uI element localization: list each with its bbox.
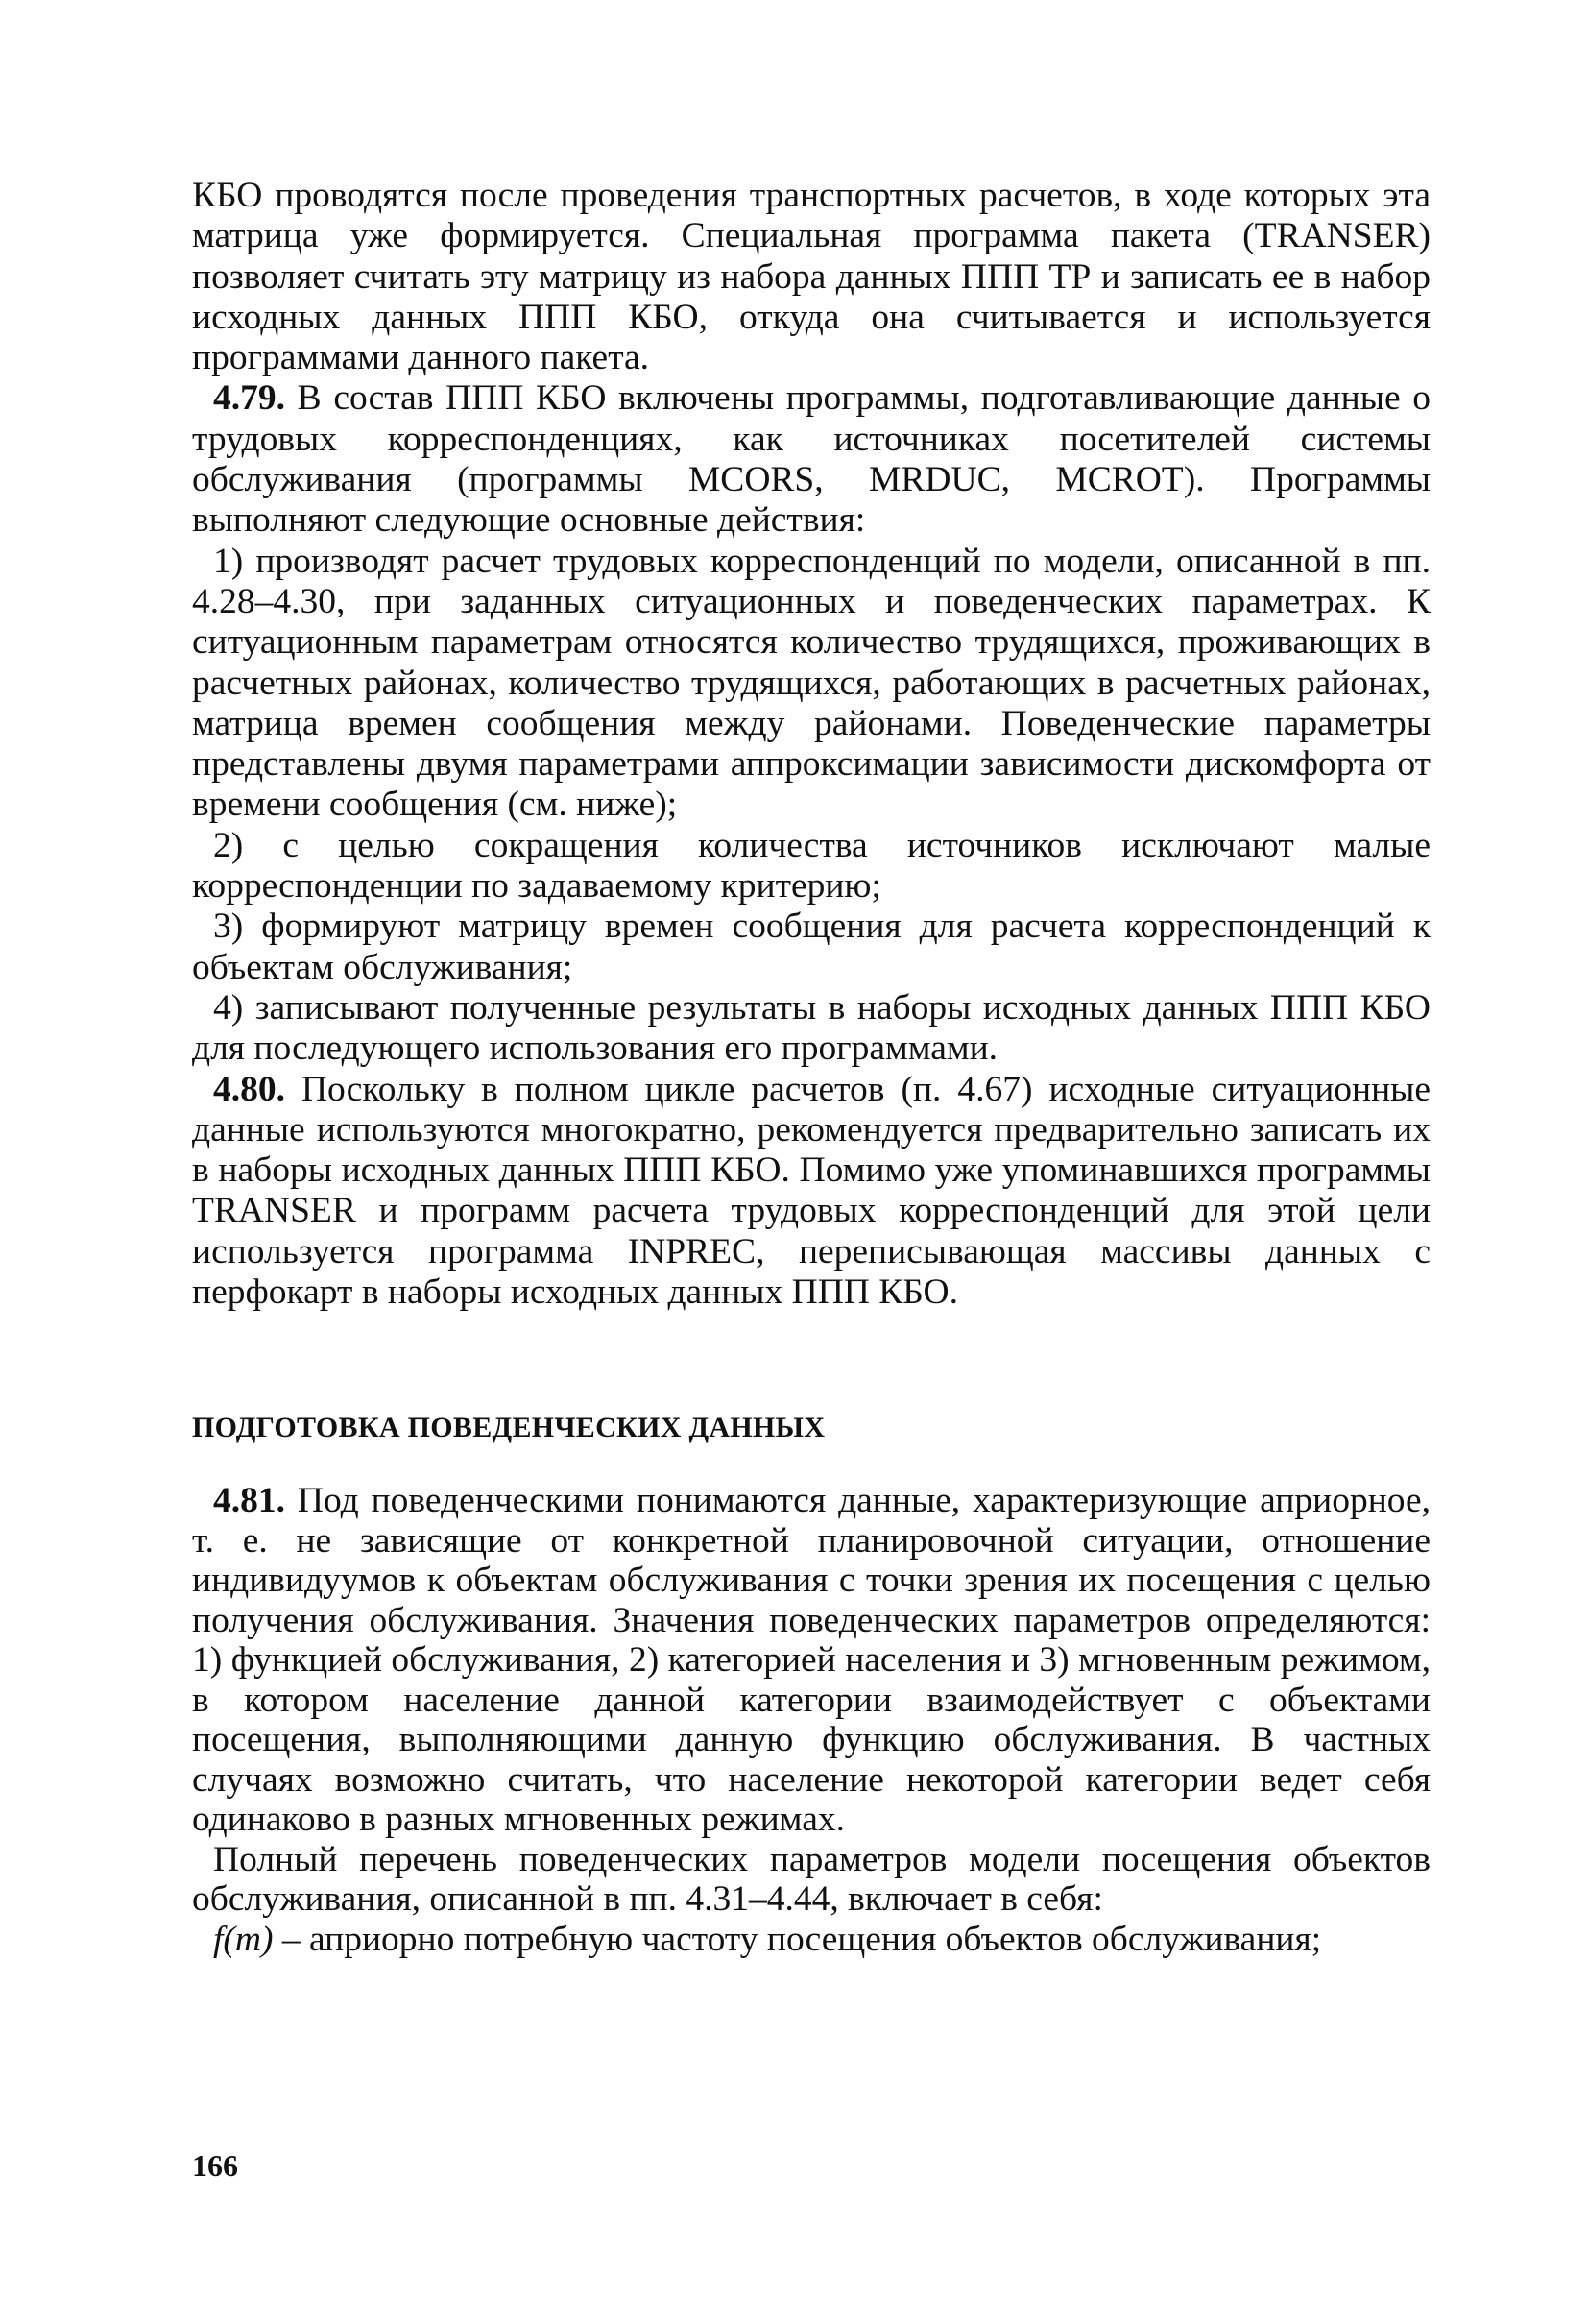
paragraph-number: 4.79. — [213, 378, 285, 419]
paragraph-text: Под поведенческими понимаются данные, характеризующие априорное, т. е. не зависящие от конкретной планировочной ситуации, отношение индивидуумов к объектам обслуживания с точки зрения их посещения с целью получения обслуживания. Значения поведенческих параметров определяются: 1) функцией обслуживания, 2) категорией населения и 3) мгновенным режимом, в котором население данной категории взаимодействует с объектами посещения, выполняющими данную функцию обслуживания. В частных случаях возможно считать, что население некоторой категории ведет себя одинаково в разных мгновенных режимах. — [192, 1481, 1431, 1839]
paragraph-text: Поскольку в полном цикле расчетов (п. 4.67) исходные ситуационные данные используются многократно, рекомендуется предварительно записать их в наборы исходных данных ППП КБО. Помимо уже упоминавшихся программы TRANSER и программ расчета трудовых корреспонденций для этой цели используется программа INPREC, переписывающая массивы данных с перфокарт в наборы исходных данных ППП КБО. — [192, 1069, 1431, 1313]
paragraph-4-79 — [192, 378, 1431, 541]
paragraph-4-81 — [192, 1481, 1431, 1840]
page-number: 166 — [192, 2148, 238, 2183]
bottom-text-section — [192, 1481, 1431, 1959]
parameters-list-intro: Полный перечень поведенческих параметров модели посещения объектов обслуживания, описанной в пп. 4.31–4.44, включает в себя: — [192, 1839, 1431, 1919]
list-item-1: 1) производят расчет трудовых корреспонденций по модели, описанной в пп. 4.28–4.30, при заданных ситуационных и поведенческих параметрах. К ситуационным параметрам относятся количество трудящихся, проживающих в расчетных районах, количество трудящихся, работающих в расчетных районах, матрица времен сообщения между районами. Поведенческие параметры представлены двумя параметрами аппроксимации зависимости дискомфорта от времени сообщения (см. ниже); — [192, 541, 1431, 825]
parameter-definition — [192, 1920, 1431, 1960]
list-item-4: 4) записывают полученные результаты в наборы исходных данных ППП КБО для последующего использования его программами. — [192, 987, 1431, 1069]
paragraph-text: В состав ППП КБО включены программы, подготавливающие данные о трудовых корреспонденциях, как источниках посетителей системы обслуживания (программы MCORS, MRDUC, MCROT). Программы выполняют следующие основные действия: — [192, 378, 1431, 541]
list-item-3: 3) формируют матрицу времен сообщения для расчета корреспонденций к объектам обслуживания; — [192, 907, 1431, 987]
parameter-description: – априорно потребную частоту посещения объектов обслуживания; — [273, 1919, 1322, 1959]
list-item-2: 2) с целью сокращения количества источников исключают малые корреспонденции по задаваемому критерию; — [192, 825, 1431, 907]
formula-f-m: f(m) — [213, 1919, 274, 1959]
paragraph-number: 4.80. — [213, 1069, 285, 1109]
paragraph-4-80 — [192, 1070, 1431, 1314]
section-heading: ПОДГОТОВКА ПОВЕДЕНЧЕСКИХ ДАННЫХ — [192, 1412, 826, 1443]
intro-paragraph: КБО проводятся после проведения транспортных расчетов, в ходе которых эта матрица уже формируется. Специальная программа пакета (TRANSER) позволяет считать эту матрицу из набора данных ППП ТР и записать ее в набор исходных данных ППП КБО, откуда она считывается и используется программами данного пакета. — [192, 176, 1431, 378]
paragraph-number: 4.81. — [213, 1481, 285, 1520]
top-text-section — [192, 176, 1431, 1313]
